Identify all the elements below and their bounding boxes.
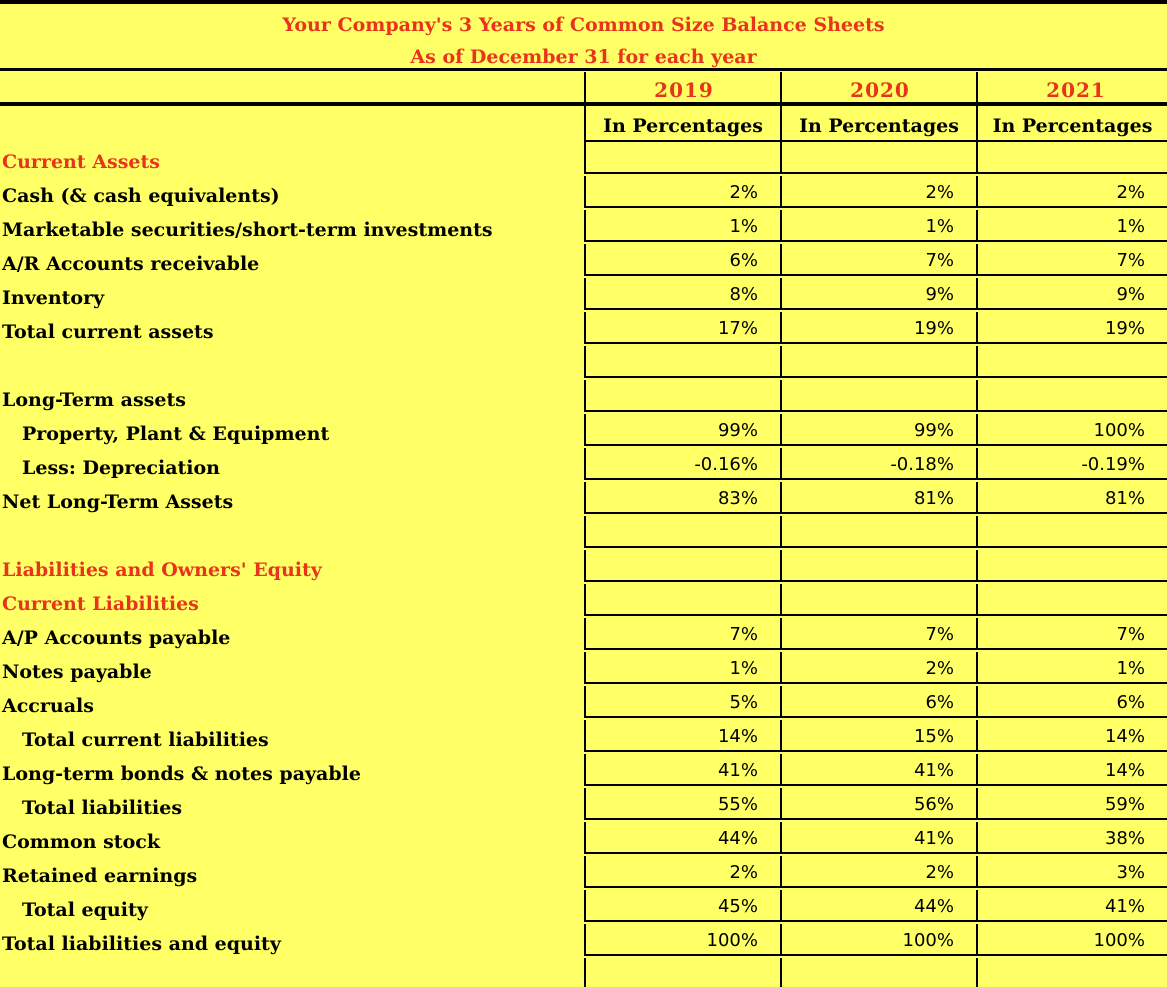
column-subtitle: In Percentages: [992, 115, 1153, 137]
percentage-value: 6%: [925, 692, 954, 713]
percentage-value: 2%: [729, 862, 758, 883]
value-cell-2019: [584, 278, 780, 310]
value-cell-2021: [976, 346, 1167, 378]
percentage-value: 45%: [717, 896, 758, 917]
value-cell-2021: [976, 414, 1167, 446]
value-cell-2019: [584, 754, 780, 786]
value-cell-2019: [584, 890, 780, 922]
value-cell-2021: [976, 754, 1167, 786]
row-label: Cash (& cash equivalents): [2, 185, 280, 207]
percentage-value: 2%: [925, 658, 954, 679]
value-cell-2021: [976, 618, 1167, 650]
value-cell-2021: [976, 482, 1167, 514]
percentage-value: 99%: [913, 420, 954, 441]
row-label: Inventory: [2, 287, 105, 309]
value-cell-2019: [584, 210, 780, 242]
row-label: Long-term bonds & notes payable: [2, 763, 361, 785]
value-cell-2019: [584, 924, 780, 956]
value-cell-2020: [780, 550, 976, 582]
column-subtitle: In Percentages: [799, 115, 959, 137]
value-cell-2020: [780, 176, 976, 208]
value-cell-2019: [584, 176, 780, 208]
value-cell-2021: [976, 720, 1167, 752]
row-label: Net Long-Term Assets: [2, 491, 234, 513]
value-cell-2020: [780, 516, 976, 548]
percentage-value: 100%: [1093, 420, 1145, 441]
row-label: Accruals: [2, 695, 94, 717]
percentage-value: 9%: [925, 284, 954, 305]
value-cell-2021: [976, 210, 1167, 242]
column-subtitle: In Percentages: [603, 115, 763, 137]
percentage-value: 41%: [913, 760, 954, 781]
trailing-empty-cell: [780, 958, 976, 987]
percentage-value: 2%: [925, 862, 954, 883]
trailing-empty-cell: [584, 958, 780, 987]
value-cell-2021: [976, 244, 1167, 276]
value-cell-2019: [584, 380, 780, 412]
value-cell-2020: [780, 822, 976, 854]
percentage-value: 14%: [1104, 760, 1145, 781]
percentage-value: 83%: [717, 488, 758, 509]
value-cell-2019: [584, 686, 780, 718]
value-cell-2019: [584, 448, 780, 480]
row-label: Total liabilities: [22, 797, 183, 819]
value-cell-2019: [584, 856, 780, 888]
value-cell-2020: [780, 618, 976, 650]
percentage-value: 19%: [1104, 318, 1145, 339]
trailing-empty-cell: [976, 958, 1167, 987]
value-cell-2020: [780, 414, 976, 446]
percentage-value: 99%: [717, 420, 758, 441]
report-title: Your Company's 3 Years of Common Size Balance Sheets: [282, 14, 885, 36]
value-cell-2019: [584, 550, 780, 582]
value-cell-2019: [584, 720, 780, 752]
value-cell-2019: [584, 312, 780, 344]
row-label: Total current assets: [2, 321, 214, 343]
value-cell-2019: [584, 788, 780, 820]
value-cell-2020: [780, 142, 976, 174]
column-subtitle-cell: [584, 106, 780, 142]
row-label: Liabilities and Owners' Equity: [2, 559, 322, 581]
row-label: Notes payable: [2, 661, 152, 683]
row-label: Total liabilities and equity: [2, 933, 281, 955]
value-cell-2020: [780, 788, 976, 820]
title-divider: [0, 68, 1167, 71]
value-cell-2019: [584, 584, 780, 616]
percentage-value: 2%: [729, 182, 758, 203]
row-label: A/P Accounts payable: [2, 627, 231, 649]
value-cell-2020: [780, 278, 976, 310]
value-cell-2019: [584, 244, 780, 276]
value-cell-2020: [780, 312, 976, 344]
percentage-value: 9%: [1116, 284, 1145, 305]
value-cell-2021: [976, 686, 1167, 718]
percentage-value: 17%: [717, 318, 758, 339]
percentage-value: 41%: [717, 760, 758, 781]
column-subtitle-cell: [976, 106, 1167, 142]
percentage-value: 7%: [729, 624, 758, 645]
percentage-value: 7%: [1116, 624, 1145, 645]
value-cell-2020: [780, 380, 976, 412]
value-cell-2021: [976, 516, 1167, 548]
percentage-value: 44%: [913, 896, 954, 917]
value-cell-2021: [976, 584, 1167, 616]
value-cell-2020: [780, 652, 976, 684]
value-cell-2021: [976, 278, 1167, 310]
percentage-value: 7%: [1116, 250, 1145, 271]
value-cell-2019: [584, 652, 780, 684]
percentage-value: -0.16%: [694, 454, 758, 475]
row-label: Less: Depreciation: [22, 457, 220, 479]
value-cell-2019: [584, 822, 780, 854]
value-cell-2019: [584, 482, 780, 514]
percentage-value: 2%: [925, 182, 954, 203]
percentage-value: 59%: [1104, 794, 1145, 815]
value-cell-2020: [780, 686, 976, 718]
value-cell-2021: [976, 924, 1167, 956]
percentage-value: -0.18%: [890, 454, 954, 475]
percentage-value: 100%: [902, 930, 954, 951]
percentage-value: 81%: [1104, 488, 1145, 509]
percentage-value: 7%: [925, 624, 954, 645]
percentage-value: 19%: [913, 318, 954, 339]
row-label: Total equity: [22, 899, 148, 921]
year-header-2021: 2021: [1046, 78, 1106, 102]
value-cell-2021: [976, 380, 1167, 412]
percentage-value: 1%: [925, 216, 954, 237]
percentage-value: 81%: [913, 488, 954, 509]
percentage-value: 1%: [729, 216, 758, 237]
percentage-value: 38%: [1104, 828, 1145, 849]
column-subtitle-cell: [780, 106, 976, 142]
percentage-value: 6%: [729, 250, 758, 271]
row-label: Marketable securities/short-term investments: [2, 219, 493, 241]
row-label: Total current liabilities: [22, 729, 269, 751]
value-cell-2020: [780, 346, 976, 378]
percentage-value: 7%: [925, 250, 954, 271]
value-cell-2020: [780, 210, 976, 242]
value-cell-2019: [584, 346, 780, 378]
percentage-value: 41%: [913, 828, 954, 849]
year-header-2019: 2019: [654, 78, 714, 102]
value-cell-2021: [976, 550, 1167, 582]
value-cell-2021: [976, 142, 1167, 174]
value-cell-2021: [976, 890, 1167, 922]
row-label: Common stock: [2, 831, 160, 853]
percentage-value: 1%: [1116, 658, 1145, 679]
percentage-value: 14%: [717, 726, 758, 747]
percentage-value: 8%: [729, 284, 758, 305]
report-subtitle: As of December 31 for each year: [410, 46, 757, 68]
top-border: [0, 0, 1167, 4]
value-cell-2019: [584, 142, 780, 174]
value-cell-2020: [780, 584, 976, 616]
value-cell-2020: [780, 924, 976, 956]
percentage-value: 44%: [717, 828, 758, 849]
value-cell-2020: [780, 856, 976, 888]
value-cell-2019: [584, 414, 780, 446]
value-cell-2021: [976, 652, 1167, 684]
row-label: A/R Accounts receivable: [2, 253, 260, 275]
value-cell-2020: [780, 890, 976, 922]
value-cell-2019: [584, 516, 780, 548]
percentage-value: 3%: [1116, 862, 1145, 883]
percentage-value: 1%: [1116, 216, 1145, 237]
row-label: Property, Plant & Equipment: [22, 423, 330, 445]
percentage-value: 100%: [706, 930, 758, 951]
value-cell-2021: [976, 856, 1167, 888]
value-cell-2021: [976, 312, 1167, 344]
value-cell-2020: [780, 448, 976, 480]
percentage-value: 5%: [729, 692, 758, 713]
percentage-value: -0.19%: [1081, 454, 1145, 475]
row-label: Long-Term assets: [2, 389, 186, 411]
row-label: Current Liabilities: [2, 593, 199, 615]
percentage-value: 15%: [913, 726, 954, 747]
row-label: Current Assets: [2, 151, 160, 173]
percentage-value: 1%: [729, 658, 758, 679]
value-cell-2021: [976, 822, 1167, 854]
value-cell-2021: [976, 788, 1167, 820]
percentage-value: 56%: [913, 794, 954, 815]
value-cell-2021: [976, 448, 1167, 480]
value-cell-2020: [780, 754, 976, 786]
value-cell-2021: [976, 176, 1167, 208]
row-label: Retained earnings: [2, 865, 198, 887]
percentage-value: 6%: [1116, 692, 1145, 713]
value-cell-2020: [780, 482, 976, 514]
value-cell-2019: [584, 618, 780, 650]
percentage-value: 14%: [1104, 726, 1145, 747]
percentage-value: 2%: [1116, 182, 1145, 203]
percentage-value: 100%: [1093, 930, 1145, 951]
percentage-value: 41%: [1104, 896, 1145, 917]
percentage-value: 55%: [717, 794, 758, 815]
value-cell-2020: [780, 244, 976, 276]
value-cell-2020: [780, 720, 976, 752]
year-header-2020: 2020: [850, 78, 910, 102]
